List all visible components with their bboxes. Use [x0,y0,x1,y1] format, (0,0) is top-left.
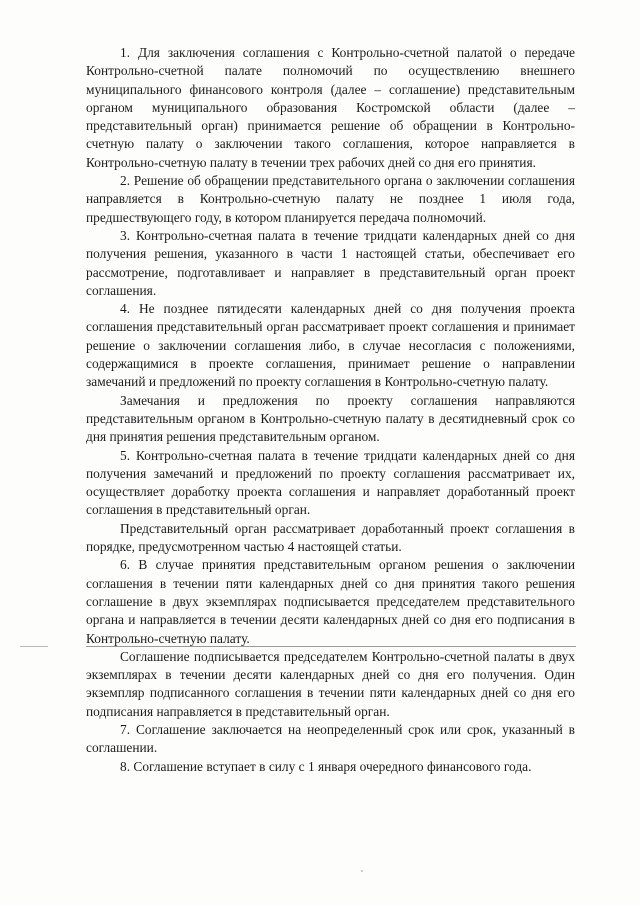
paragraph-3: 3. Контрольно-счетная палата в течение тридцати календарных дней со дня получения решения, указанного в части 1 настоящей статьи, обеспечивает его рассмотрение, подготавливает и направляет в представительный орган проект соглашения. [86,227,575,298]
paragraph-4-remarks: Замечания и предложения по проекту соглашения направляются представительным органом в Контрольно-счетную палату в десятидневный срок со дня принятия решения представительным органом. [86,392,575,445]
scan-dot-artifact [361,870,363,872]
paragraph-6: 6. В случае принятия представительным органом решения о заключении соглашения в течении пяти календарных дней со дня принятия такого решения соглашение в двух экземплярах подписывается председателем представительного органа и направляется в течении десяти календарных дней со дня его подписания в Контрольно-счетную палату. [86,557,575,646]
scan-underline-artifact [86,646,576,647]
document-body [86,44,575,776]
paragraph-6-signing: Соглашение подписывается председателем Контрольно-счетной палаты в двух экземплярах в течении десяти календарных дней со дня его получения. Один экземпляр подписанного соглашения в течении пяти календарных дней со дня его подписания направляется в представительный орган. [86,648,575,719]
paragraph-5-review: Представительный орган рассматривает доработанный проект соглашения в порядке, предусмотренном частью 4 настоящей статьи. [86,520,575,555]
paragraph-1: 1. Для заключения соглашения с Контрольно-счетной палатой о передаче Контрольно-счетной палате полномочий по осуществлению внешнего муниципального финансового контроля (далее – соглашение) представительным органом муниципального образования Костромской области (далее – представительный орган) принимается решение об обращении в Контрольно-счетную палату о заключении такого соглашения, которое направляется в Контрольно-счетную палату в течении трех рабочих дней со дня его принятия. [86,45,575,170]
paragraph-8: 8. Соглашение вступает в силу с 1 января очередного финансового года. [120,758,532,774]
paragraph-5: 5. Контрольно-счетная палата в течение тридцати календарных дней со дня получения замечаний и предложений по проекту соглашения рассматривает их, осуществляет доработку проекта соглашения и направляет доработанный проект соглашения в представительный орган. [86,447,575,518]
scan-margin-mark [20,646,48,647]
paragraph-2: 2. Решение об обращении представительного органа о заключении соглашения направляется в Контрольно-счетную палату не позднее 1 июля года, предшествующего году, в котором планируется передача полномочий. [86,173,575,225]
paragraph-7: 7. Соглашение заключается на неопределенный срок или срок, указанный в соглашении. [86,721,575,756]
paragraph-4: 4. Не позднее пятидесяти календарных дней со дня получения проекта соглашения представительный орган рассматривает проект соглашения и принимает решение о заключении соглашения либо, в случае несогласия с положениями, содержащимися в проекте соглашения, принимает решение о направлении замечаний и предложений по проекту соглашения в Контрольно-счетную палату. [86,301,575,390]
